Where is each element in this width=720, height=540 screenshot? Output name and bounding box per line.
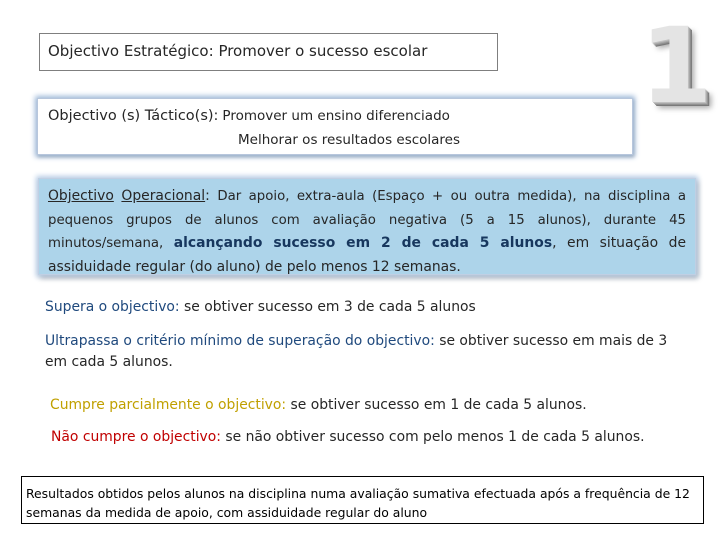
criterion-surpasses [45,331,685,373]
criterion-text: se obtiver sucesso em mais de 3 em cada 5 alunos. [45,333,668,370]
tactical-line-1 [48,108,450,124]
results-note-box [21,476,704,524]
strategic-objective-box [39,33,498,71]
results-note-text: Resultados obtidos pelos alunos na disciplina numa avaliação sumativa efectuada após a frequência de 12 semanas da medida de apoio, com assiduidade regular do aluno [26,486,690,520]
operational-label-2: Operacional [121,188,206,204]
criterion-text: se obtiver sucesso em 3 de cada 5 alunos [184,299,476,315]
criterion-label: Não cumpre o objectivo: [51,429,221,445]
operational-colon: : [205,188,210,204]
criterion-label: Cumpre parcialmente o objectivo: [50,397,287,413]
criterion-text: se obtiver sucesso em 1 de cada 5 alunos. [290,397,587,413]
criterion-text: se não obtiver sucesso com pelo menos 1 de cada 5 alunos. [225,429,645,445]
criterion-exceeds [45,297,476,318]
operational-objective-box [38,178,696,275]
operational-text-a: Dar apoio, extra-aula (Espaço + ou outra medida), na disciplina a pequenos grupos de alunos com avaliação negativa (5 a 15 alunos), durante 45 minutos/semana, [48,189,686,251]
tactical-value-1: Promover um ensino diferenciado [222,108,450,124]
tactical-objective-box [37,98,633,155]
criterion-label: Supera o objectivo: [45,299,180,315]
strategic-value: Promover o sucesso escolar [218,42,428,60]
criterion-partial [50,395,587,416]
criterion-not-met [51,427,645,448]
tactical-label: Objectivo (s) Táctico(s): [48,108,219,124]
criterion-label: Ultrapassa o critério mínimo de superação do objectivo: [45,333,435,349]
operational-text-b: , em situação de assiduidade regular (do aluno) de pelo menos 12 semanas. [48,235,687,275]
strategic-label: Objectivo Estratégico: [48,42,214,60]
tactical-value-2: Melhorar os resultados escolares [238,132,461,148]
number-one-graphic: 1 [640,5,713,127]
operational-label-1: Objectivo [48,188,114,204]
operational-text-bold: alcançando sucesso em 2 de cada 5 alunos [173,235,553,251]
